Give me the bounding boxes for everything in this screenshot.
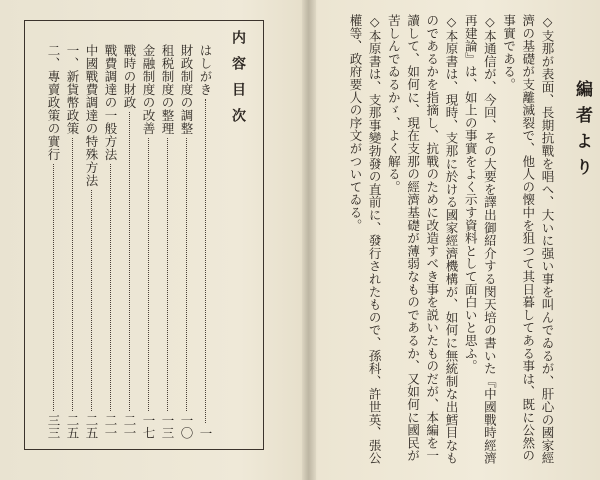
editor-note-heading: 編者より	[572, 80, 592, 184]
toc-entry-label: 二、專賣政策の實行	[46, 44, 61, 161]
toc-entry-page-number: 二一	[122, 414, 137, 439]
toc-entry	[139, 44, 158, 439]
toc-list	[40, 44, 215, 439]
toc-title: 内容目次	[230, 30, 246, 134]
editor-note-paragraph: ◇支那が表面、長期抗戰を唱へ、大いに强い事を叫んでゐるが、肝心の國家經濟の基礎が支離滅裂で、他人の懐中を狙つて其日暮してある事は、既に公然の事實である。	[501, 14, 555, 465]
toc-entry-page-number: 一七	[141, 414, 156, 439]
toc-entry-label: 戰時の財政	[122, 44, 137, 109]
toc-entry	[63, 44, 82, 439]
toc-entry-label: 戰費調達の一般方法	[103, 44, 118, 161]
toc-leader-dots	[186, 138, 187, 411]
toc-entry-page-number: 一〇	[179, 414, 194, 439]
editor-note-paragraph: ◇本原書は、現時、支那に於ける國家經濟機構が、如何に無統制な出鱈目なものであるかを指摘し、抗戰のために改造すべき事を説いたものだが、本編を一讀して、如何に、現在支那の經濟基礎が薄弱なものであるか、又如何に國民が苦しんでゐるかゞ、よく解る。	[386, 14, 459, 465]
toc-leader-dots	[129, 112, 130, 411]
toc-entry-page-number: 二一	[103, 414, 118, 439]
toc-entry-label: 金融制度の改善	[141, 44, 156, 135]
toc-entry-label: 租税制度の整理	[160, 44, 175, 135]
toc-entry	[82, 44, 101, 439]
toc-entry	[158, 44, 177, 439]
toc-entry-page-number: 三三	[46, 414, 61, 439]
toc-leader-dots	[53, 164, 54, 411]
toc-entry-page-number: 一	[198, 426, 213, 439]
toc-entry-label: 中國戰費調達の特殊方法	[84, 44, 99, 187]
toc-entry	[177, 44, 196, 439]
toc-entry	[44, 44, 63, 439]
toc-entry-page-number: 二五	[65, 414, 80, 439]
toc-leader-dots	[91, 190, 92, 411]
editor-note-paragraph: ◇本原書は、支那事變勃發の直前に、發行されたもので、孫科、許世英、張公權等、政府要人の序文がついてゐる。	[347, 14, 383, 465]
toc-leader-dots	[110, 164, 111, 411]
toc-entry	[196, 44, 215, 439]
toc-entry-label: 財政制度の調整	[179, 44, 194, 135]
toc-entry	[120, 44, 139, 439]
toc-entry	[101, 44, 120, 439]
toc-leader-dots	[148, 138, 149, 411]
toc-leader-dots	[205, 99, 206, 423]
editor-note-page	[311, 0, 600, 480]
toc-entry-label: はしがき	[198, 44, 213, 96]
toc-leader-dots	[72, 138, 73, 411]
toc-leader-dots	[167, 138, 168, 411]
editor-note-body	[325, 14, 557, 469]
toc-entry-label: 一、新貨幣政策	[65, 44, 80, 135]
editor-note-paragraph: ◇本通信が、今回、その大要を譯出御紹介する閔天培の書いた『中國戰時經濟再建論』は、如上の事實をよく示す資料として面白いと思ふ。	[463, 14, 498, 465]
toc-entry-page-number: 二五	[84, 414, 99, 439]
toc-entry-page-number: 一三	[160, 414, 175, 439]
